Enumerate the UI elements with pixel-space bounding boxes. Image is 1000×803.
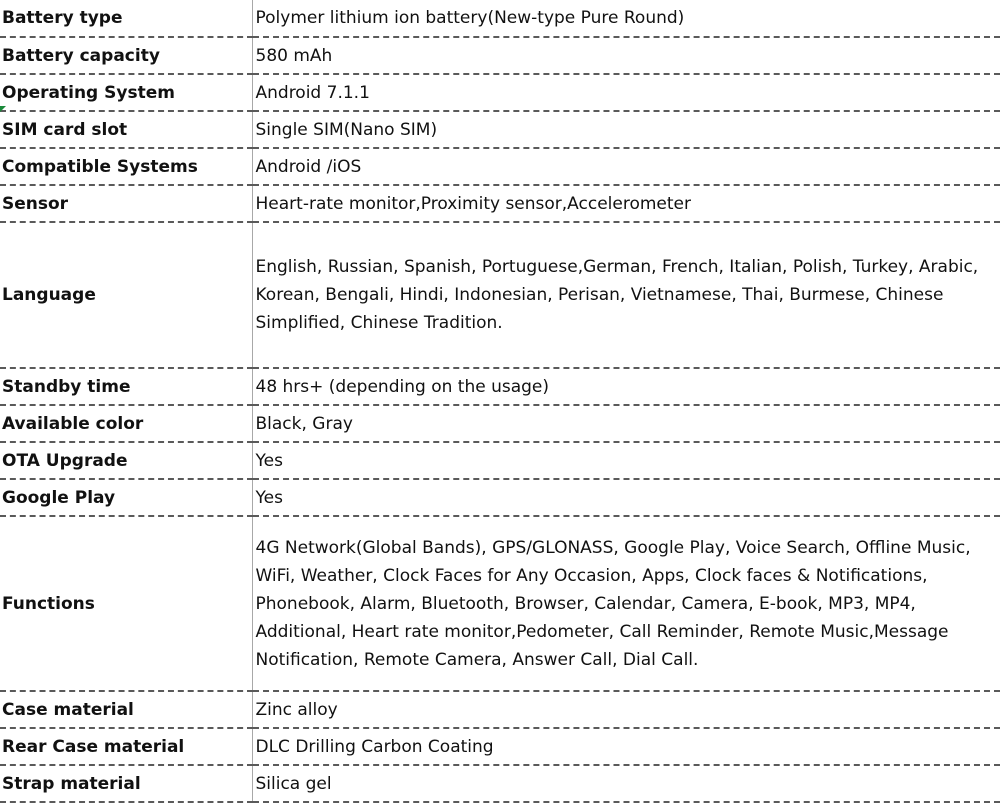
- table-row: [0, 185, 1000, 222]
- spec-value: 48 hrs+ (depending on the usage): [252, 368, 1000, 405]
- spec-value: Black, Gray: [252, 405, 1000, 442]
- cell-comment-marker-icon: [0, 106, 6, 112]
- spec-key: OTA Upgrade: [0, 442, 252, 479]
- table-row: [0, 111, 1000, 148]
- spec-value: Zinc alloy: [252, 691, 1000, 728]
- spec-value: Polymer lithium ion battery(New-type Pure Round): [252, 0, 1000, 37]
- table-row: [0, 691, 1000, 728]
- spec-value: 4G Network(Global Bands), GPS/GLONASS, Google Play, Voice Search, Offline Music, WiFi, Weather, Clock Faces for Any Occasion, Apps, Clock faces & Notifications, Phonebook, Alarm, Bluetooth, Browser, Calendar, Camera, E-book, MP3, MP4, Additional, Heart rate monitor,Pedometer, Call Reminder, Remote Music,Message Notification, Remote Camera, Answer Call, Dial Call.: [252, 516, 1000, 691]
- spec-value: Android /iOS: [252, 148, 1000, 185]
- spec-key: Battery capacity: [0, 37, 252, 74]
- spec-value: Heart-rate monitor,Proximity sensor,Accelerometer: [252, 185, 1000, 222]
- spec-key: Compatible Systems: [0, 148, 252, 185]
- spec-value: Yes: [252, 479, 1000, 516]
- spec-key: Battery type: [0, 0, 252, 37]
- spec-key: Available color: [0, 405, 252, 442]
- table-row: [0, 765, 1000, 802]
- spec-key: SIM card slot: [0, 111, 252, 148]
- spec-value: Android 7.1.1: [252, 74, 1000, 111]
- spec-key: Language: [0, 222, 252, 368]
- table-row: [0, 74, 1000, 111]
- table-row: [0, 148, 1000, 185]
- spec-key: Sensor: [0, 185, 252, 222]
- table-row: [0, 0, 1000, 37]
- spec-key: Functions: [0, 516, 252, 691]
- spec-value: Silica gel: [252, 765, 1000, 802]
- table-row: [0, 368, 1000, 405]
- spec-key: Operating System: [0, 74, 252, 111]
- spec-value: Single SIM(Nano SIM): [252, 111, 1000, 148]
- spec-key: Rear Case material: [0, 728, 252, 765]
- spec-value: Yes: [252, 442, 1000, 479]
- spec-key: Strap material: [0, 765, 252, 802]
- spec-key: Case material: [0, 691, 252, 728]
- spec-key: Google Play: [0, 479, 252, 516]
- table-row: [0, 37, 1000, 74]
- table-row: [0, 222, 1000, 368]
- table-row: [0, 405, 1000, 442]
- spec-value: English, Russian, Spanish, Portuguese,German, French, Italian, Polish, Turkey, Arabic, Korean, Bengali, Hindi, Indonesian, Perisan, Vietnamese, Thai, Burmese, Chinese Simplified, Chinese Tradition.: [252, 222, 1000, 368]
- table-row: [0, 442, 1000, 479]
- spec-value: 580 mAh: [252, 37, 1000, 74]
- spec-value: DLC Drilling Carbon Coating: [252, 728, 1000, 765]
- table-row: [0, 516, 1000, 691]
- table-row: [0, 479, 1000, 516]
- spec-key: Standby time: [0, 368, 252, 405]
- table-row: [0, 728, 1000, 765]
